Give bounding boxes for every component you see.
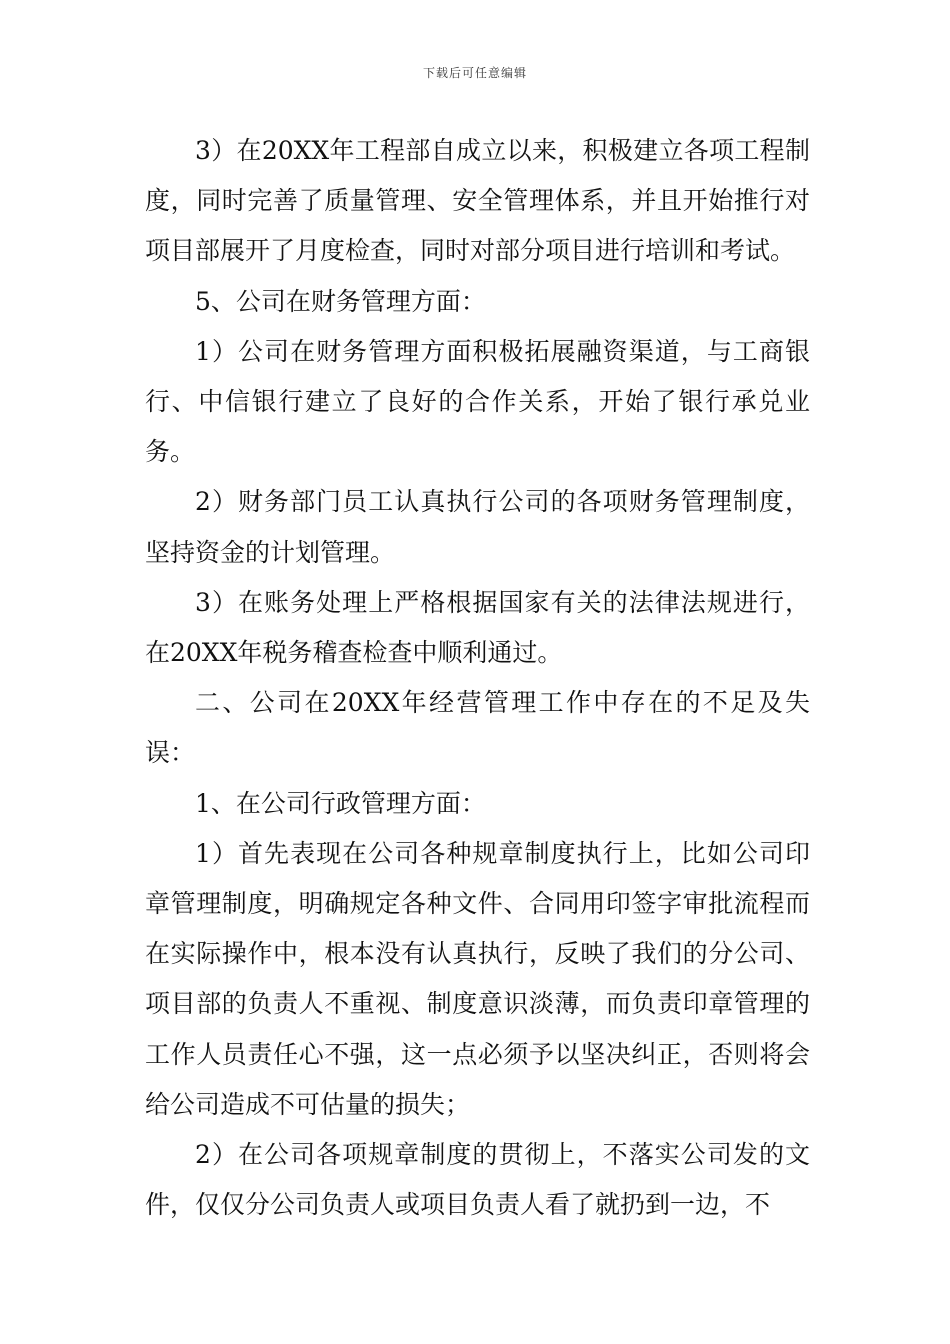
header-note: 下载后可任意编辑 xyxy=(422,66,527,80)
document-body xyxy=(145,126,810,1230)
paragraph-admin-2: 2）在公司各项规章制度的贯彻上，不落实公司发的文件，仅仅分公司负责人或项目负责人看了就扔到一边，不 xyxy=(145,1140,810,1220)
paragraph-finance-1: 1）公司在财务管理方面积极拓展融资渠道，与工商银行、中信银行建立了良好的合作关系，开始了银行承兑业务。 xyxy=(145,336,810,467)
paragraph-finance-3: 3）在账务处理上严格根据国家有关的法律法规进行，在20XX年税务稽查检查中顺利通过。 xyxy=(145,587,810,668)
paragraph-admin-1: 1）首先表现在公司各种规章制度执行上，比如公司印章管理制度，明确规定各种文件、合同用印签字审批流程而在实际操作中，根本没有认真执行，反映了我们的分公司、项目部的负责人不重视、制度意识淡薄，而负责印章管理的工作人员责任心不强，这一点必须予以坚决纠正，否则将会给公司造成不可估量的损失； xyxy=(145,838,810,1119)
paragraph-finance-2: 2）财务部门员工认真执行公司的各项财务管理制度，坚持资金的计划管理。 xyxy=(145,487,810,567)
chapter-heading-shortcomings: 二、公司在20XX年经营管理工作中存在的不足及失误： xyxy=(145,688,810,768)
paragraph-engineering-3: 3）在20XX年工程部自成立以来，积极建立各项工程制度，同时完善了质量管理、安全管理体系，并且开始推行对项目部展开了月度检查，同时对部分项目进行培训和考试。 xyxy=(145,136,810,266)
section-heading-finance: 5、公司在财务管理方面： xyxy=(195,286,486,316)
section-heading-admin: 1、在公司行政管理方面： xyxy=(195,788,486,818)
